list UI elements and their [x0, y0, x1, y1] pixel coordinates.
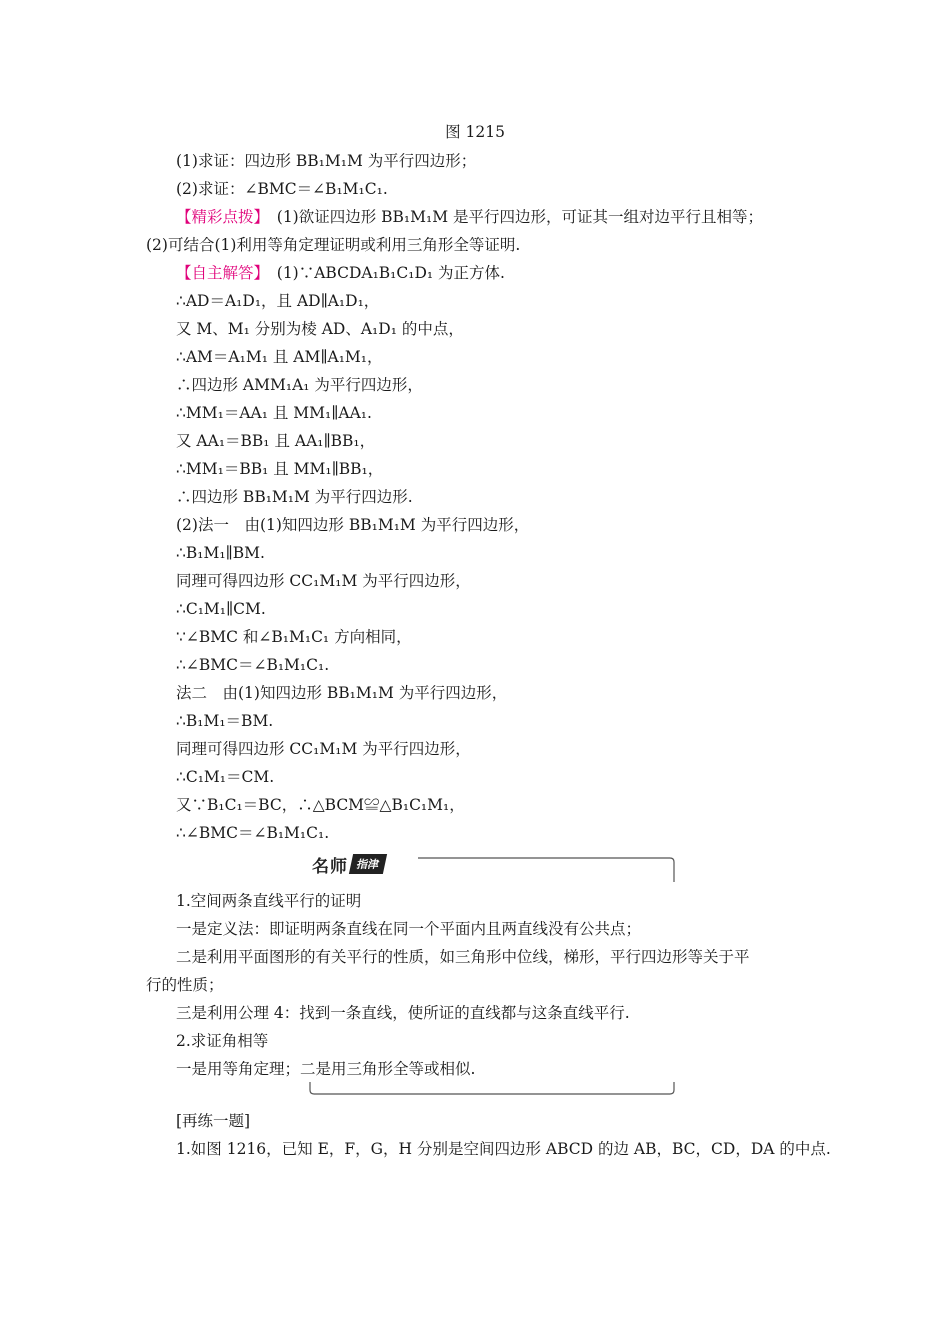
tip-line: 一是定义法：即证明两条直线在同一个平面内且两直线没有公共点； — [176, 920, 642, 938]
tip-line: 二是利用平面图形的有关平行的性质，如三角形中位线，梯形，平行四边形等关于平 — [176, 948, 750, 966]
solution-line: 又 M、M₁ 分别为棱 AD、A₁D₁ 的中点， — [176, 320, 464, 338]
solution-line: ∴MM₁＝AA₁ 且 MM₁∥AA₁. — [176, 404, 372, 422]
hint-label: 【精彩点拨】 — [176, 208, 262, 226]
solution-line: ∵∠BMC 和∠B₁M₁C₁ 方向相同， — [176, 628, 412, 646]
solution-line: (2)法一 由(1)知四边形 BB₁M₁M 为平行四边形， — [176, 516, 530, 534]
hint-text: (1)欲证四边形 BB₁M₁M 是平行四边形，可证其一组对边平行且相等； — [261, 208, 764, 226]
solution-line: ∴B₁M₁＝BM. — [176, 712, 274, 730]
tip-title: 名师 — [312, 856, 348, 877]
solution-line: ∴∠BMC＝∠B₁M₁C₁. — [176, 656, 330, 674]
tip-heading — [312, 850, 385, 878]
tip-box-bottom-frame — [308, 1082, 676, 1096]
figure-caption: 图 1215 — [445, 123, 505, 141]
solution-line: 又∵B₁C₁＝BC，∴△BCM≌△B₁C₁M₁， — [176, 796, 465, 814]
tip-line: 一是用等角定理；二是用三角形全等或相似. — [176, 1060, 476, 1078]
practice-label: [再练一题] — [176, 1112, 251, 1130]
solution-line: ∴C₁M₁＝CM. — [176, 768, 275, 786]
solution-line: ∴B₁M₁∥BM. — [176, 544, 265, 562]
tip-line: 三是利用公理 4：找到一条直线，使所证的直线都与这条直线平行. — [176, 1004, 630, 1022]
tip-line: 2.求证角相等 — [176, 1032, 269, 1050]
solution-line: ∴四边形 AMM₁A₁ 为平行四边形， — [176, 376, 423, 394]
solution-line: ∴C₁M₁∥CM. — [176, 600, 266, 618]
solution-line: 又 AA₁＝BB₁ 且 AA₁∥BB₁， — [176, 432, 376, 450]
solution-line: ∴四边形 BB₁M₁M 为平行四边形. — [176, 488, 413, 506]
tip-line: 行的性质； — [146, 976, 224, 994]
solution-line: 同理可得四边形 CC₁M₁M 为平行四边形， — [176, 740, 471, 758]
solution-line: ∴AM＝A₁M₁ 且 AM∥A₁M₁， — [176, 348, 383, 366]
question-2: (2)求证：∠BMC＝∠B₁M₁C₁. — [176, 180, 388, 198]
solution-line: 同理可得四边形 CC₁M₁M 为平行四边形， — [176, 572, 471, 590]
tip-line: 1.空间两条直线平行的证明 — [176, 892, 362, 910]
solution-line-1 — [176, 263, 505, 283]
solution-line: ∴MM₁＝BB₁ 且 MM₁∥BB₁， — [176, 460, 384, 478]
solution-line: ∴AD＝A₁D₁，且 AD∥A₁D₁， — [176, 292, 380, 310]
solution-line: ∴∠BMC＝∠B₁M₁C₁. — [176, 824, 330, 842]
question-1: (1)求证：四边形 BB₁M₁M 为平行四边形； — [176, 152, 477, 170]
hint-line-2: (2)可结合(1)利用等角定理证明或利用三角形全等证明. — [146, 236, 521, 254]
hint-line-1 — [176, 207, 763, 227]
practice-question-1: 1.如图 1216，已知 E，F，G，H 分别是空间四边形 ABCD 的边 AB，BC，CD，DA 的中点. — [176, 1140, 831, 1158]
solution-line: 法二 由(1)知四边形 BB₁M₁M 为平行四边形， — [176, 684, 508, 702]
tip-badge: 指津 — [349, 854, 387, 874]
solution-label: 【自主解答】 — [176, 264, 262, 282]
solution-first: (1)∵ABCDA₁B₁C₁D₁ 为正方体. — [261, 264, 505, 282]
